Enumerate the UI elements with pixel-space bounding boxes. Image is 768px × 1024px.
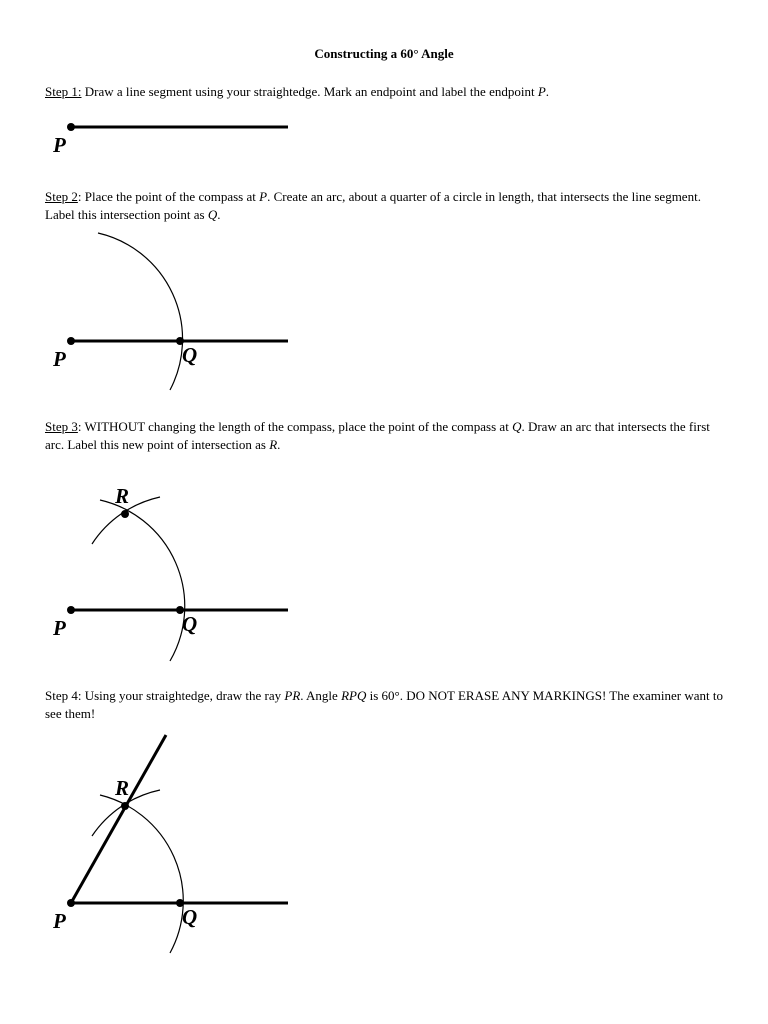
step-4-text: Step 4: Using your straightedge, draw the ray PR. Angle RPQ is 60°. DO NOT ERASE ANY MARKINGS! The examiner want to see them!: [45, 688, 724, 721]
arc-first: [100, 795, 183, 953]
label-p: P: [53, 616, 66, 640]
step-3-text: Step 3: WITHOUT changing the length of the compass, place the point of the compass at Q. Draw an arc that intersects the first arc. Label this new point of intersection as R.: [45, 419, 710, 452]
label-p: P: [53, 347, 66, 371]
ray-pr: [71, 735, 166, 903]
label-r: R: [115, 776, 130, 800]
step-2-label: Step 2: [45, 189, 78, 204]
label-r: R: [115, 484, 130, 508]
label-q: Q: [182, 612, 198, 636]
step-1-text: Step 1: Draw a line segment using your straightedge. Mark an endpoint and label the endpoint P.: [45, 84, 550, 99]
step-1-label: Step 1:: [45, 84, 82, 99]
point-p: [67, 899, 75, 907]
label-p: P: [53, 133, 66, 157]
page-title: Constructing a 60° Angle: [314, 46, 454, 61]
label-p: P: [53, 909, 66, 933]
step-2-text: Step 2: Place the point of the compass at P. Create an arc, about a quarter of a circle in length, that intersects the line segment. Label this intersection point as Q.: [45, 189, 701, 222]
label-q: Q: [182, 905, 198, 929]
step-3-label: Step 3: [45, 419, 78, 434]
point-r: [121, 802, 129, 810]
label-q: Q: [182, 343, 198, 367]
